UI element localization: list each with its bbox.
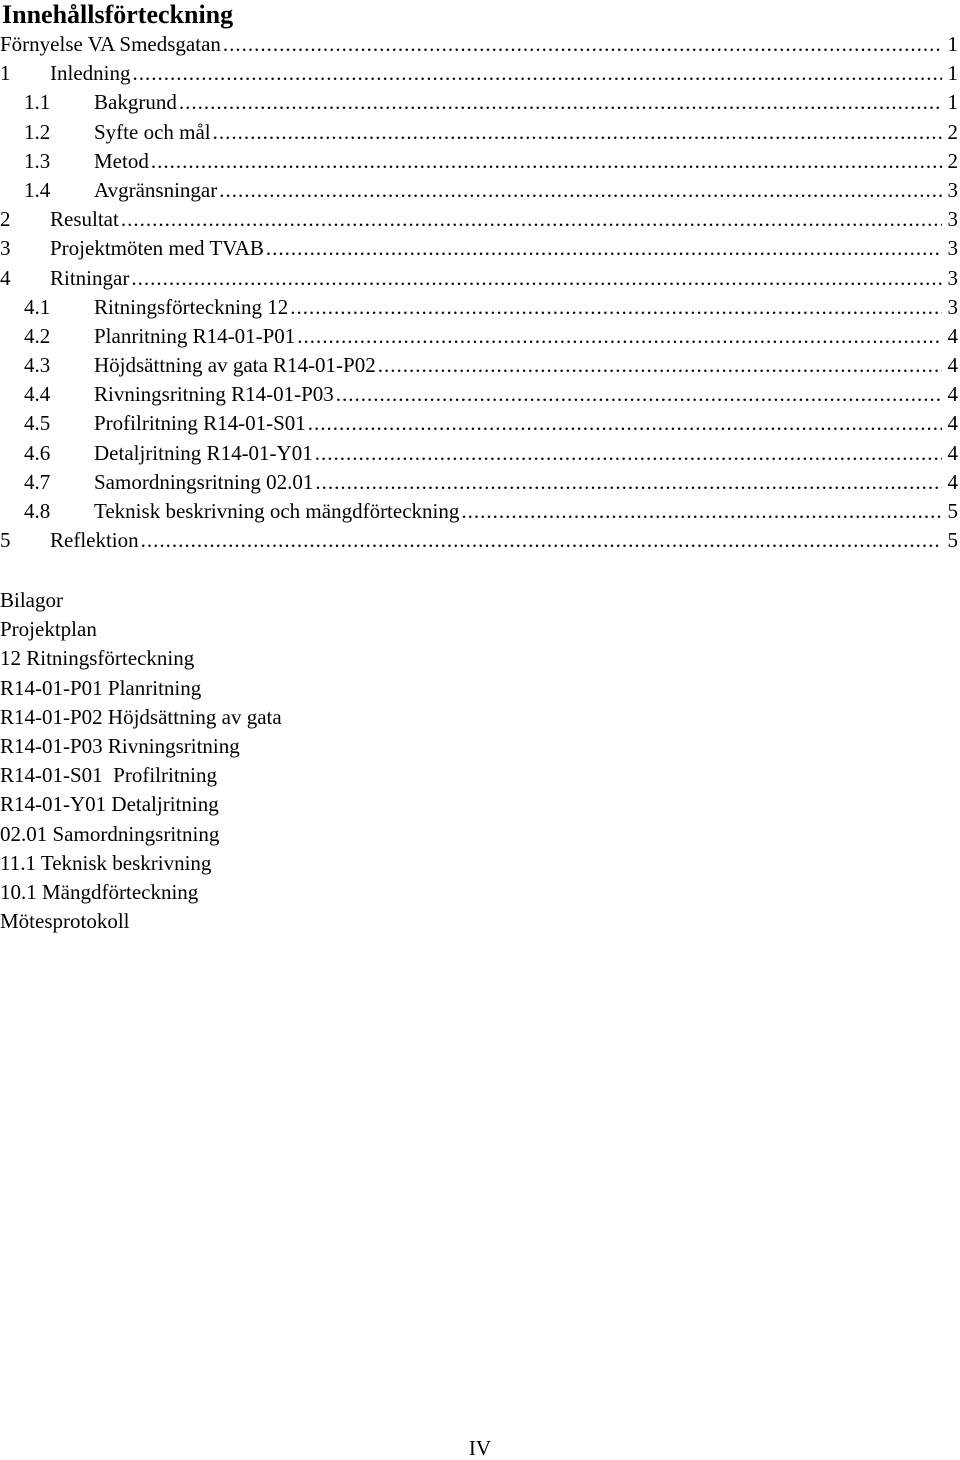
attachment-item: 10.1 Mängdförteckning <box>0 879 199 904</box>
attachment-item: 11.1 Teknisk beskrivning <box>0 850 212 875</box>
toc-entry-number: 4.5 <box>24 411 51 436</box>
attachment-item: Mötesprotokoll <box>0 909 130 934</box>
toc-entry-number: 1.1 <box>24 90 51 115</box>
toc-entry-label: Projektmöten med TVAB <box>50 236 264 261</box>
toc-entry-page: 1 <box>947 32 958 56</box>
toc-entry-number: 3 <box>0 236 11 261</box>
toc-entry-label: Ritningar <box>50 265 130 290</box>
toc-entry-page: 3 <box>947 236 958 261</box>
toc-entry[interactable] <box>0 526 958 555</box>
toc-title: Innehållsförteckning <box>2 0 234 29</box>
attachment-item: 02.01 Samordningsritning <box>0 821 220 846</box>
toc-entry[interactable] <box>0 293 958 322</box>
toc-dot-leader <box>219 176 942 205</box>
toc-entry-number: 4.3 <box>24 353 51 378</box>
toc-entry-label: Planritning R14-01-P01 <box>94 323 296 348</box>
toc-entry-number: 4.1 <box>24 294 51 319</box>
toc-entry[interactable] <box>0 176 958 205</box>
page-number: IV <box>468 1436 492 1460</box>
toc-entry[interactable] <box>0 322 958 351</box>
toc-entry-page: 4 <box>947 323 958 348</box>
toc-dot-leader <box>213 118 942 147</box>
toc-entry-number: 4.6 <box>24 440 51 465</box>
toc-dot-leader <box>266 234 942 263</box>
toc-entry[interactable] <box>0 497 958 526</box>
toc-dot-leader <box>378 351 942 380</box>
attachment-item: R14-01-P02 Höjdsättning av gata <box>0 704 282 729</box>
toc-entry-label: Avgränsningar <box>94 177 218 202</box>
toc-entry-page: 4 <box>947 469 958 494</box>
toc-entry-label: Resultat <box>50 207 119 232</box>
toc-entry[interactable] <box>0 439 958 468</box>
toc-dot-leader <box>223 30 942 59</box>
toc-entry-page: 3 <box>947 207 958 232</box>
toc-entry-label: Inledning <box>50 61 131 86</box>
toc-entry-label: Teknisk beskrivning och mängdförteckning <box>94 499 460 523</box>
toc-entry-label: Syfte och mål <box>94 119 211 144</box>
toc-dot-leader <box>132 59 942 88</box>
toc-entry-page: 1 <box>947 61 958 86</box>
toc-entry-label: Detaljritning R14-01-Y01 <box>94 440 313 465</box>
toc-entry-label: Rivningsritning R14-01-P03 <box>94 382 334 407</box>
toc-entry-page: 4 <box>947 411 958 436</box>
toc-entry-page: 1 <box>947 90 958 115</box>
toc-entry[interactable] <box>0 147 958 176</box>
toc-entry[interactable] <box>0 118 958 147</box>
attachment-item: R14-01-P03 Rivningsritning <box>0 733 240 758</box>
toc-entry-number: 4.4 <box>24 382 51 407</box>
toc-entry-page: 5 <box>947 499 958 523</box>
toc-entry[interactable] <box>0 30 958 59</box>
toc-entry[interactable] <box>0 88 958 117</box>
toc-entry-number: 4.7 <box>24 469 51 494</box>
toc-entry[interactable] <box>0 264 958 293</box>
toc-dot-leader <box>290 293 942 322</box>
toc-dot-leader <box>336 380 942 409</box>
toc-dot-leader <box>308 409 942 438</box>
toc-entry-number: 5 <box>0 528 11 553</box>
toc-entry-label: Bakgrund <box>94 90 177 115</box>
toc-entry-number: 1 <box>0 61 11 86</box>
toc-entry-page: 2 <box>947 119 958 144</box>
toc-entry-label: Samordningsritning 02.01 <box>94 469 314 494</box>
toc-entry-number: 4.2 <box>24 323 51 348</box>
attachment-item: Projektplan <box>0 617 97 642</box>
toc-entry-label: Ritningsförteckning 12 <box>94 294 289 319</box>
toc-entry[interactable] <box>0 380 958 409</box>
toc-dot-leader <box>315 439 942 468</box>
toc-entry-number: 1.4 <box>24 177 51 202</box>
toc-entry-page: 3 <box>947 294 958 319</box>
toc-entry-label: Höjdsättning av gata R14-01-P02 <box>94 353 376 378</box>
toc-entry-number: 1.2 <box>24 119 51 144</box>
toc-entry-number: 4 <box>0 265 11 290</box>
toc-dot-leader <box>461 497 942 526</box>
toc-entry-page: 2 <box>947 148 958 173</box>
toc-entry-page: 3 <box>947 265 958 290</box>
toc-entry-number: 2 <box>0 207 11 232</box>
attachments-heading: Bilagor <box>0 588 63 612</box>
toc-entry-number: 1.3 <box>24 148 51 173</box>
toc-entry-number: 4.8 <box>24 499 51 523</box>
toc-list <box>0 30 958 555</box>
attachment-item: R14-01-P01 Planritning <box>0 675 202 700</box>
toc-entry[interactable] <box>0 351 958 380</box>
attachment-item: 12 Ritningsförteckning <box>0 646 195 671</box>
toc-entry-label: Profilritning R14-01-S01 <box>94 411 306 436</box>
toc-entry-label: Reflektion <box>50 528 139 553</box>
attachment-item: R14-01-Y01 Detaljritning <box>0 792 219 817</box>
toc-entry-page: 4 <box>947 382 958 407</box>
toc-entry-page: 4 <box>947 440 958 465</box>
toc-entry-page: 3 <box>947 177 958 202</box>
toc-entry[interactable] <box>0 234 958 263</box>
toc-dot-leader <box>297 322 942 351</box>
toc-dot-leader <box>131 264 942 293</box>
attachment-item: R14-01-S01 Profilritning <box>0 763 218 788</box>
toc-entry-label: Förnyelse VA Smedsgatan <box>0 32 221 56</box>
toc-dot-leader <box>151 147 942 176</box>
toc-entry[interactable] <box>0 205 958 234</box>
toc-entry-page: 5 <box>947 528 958 553</box>
toc-entry[interactable] <box>0 409 958 438</box>
toc-entry[interactable] <box>0 59 958 88</box>
toc-dot-leader <box>315 468 942 497</box>
toc-dot-leader <box>141 526 942 555</box>
toc-dot-leader <box>179 88 942 117</box>
toc-entry[interactable] <box>0 468 958 497</box>
toc-entry-page: 4 <box>947 353 958 378</box>
toc-dot-leader <box>121 205 942 234</box>
attachments-list <box>0 586 282 936</box>
toc-entry-label: Metod <box>94 148 149 173</box>
